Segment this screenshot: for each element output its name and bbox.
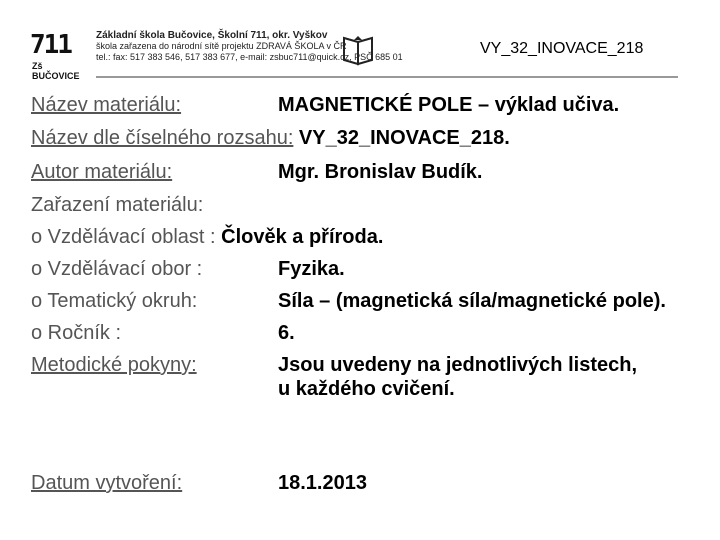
book-icon bbox=[340, 34, 376, 66]
school-logo bbox=[30, 30, 92, 81]
field-row-subject bbox=[31, 258, 345, 281]
field-row-code bbox=[31, 127, 510, 150]
field-row-author bbox=[31, 161, 483, 184]
school-contact: tel.: fax: 517 383 546, 517 383 677, e-mail: zsbuc711@quick.cz, PSČ 685 01 bbox=[96, 52, 403, 62]
field-row-classification bbox=[31, 194, 203, 217]
field-value: Člověk a příroda. bbox=[215, 226, 384, 248]
document-header bbox=[0, 0, 720, 84]
field-label: Metodické pokyny: bbox=[31, 354, 197, 376]
field-label: o Vzdělávací obor : bbox=[31, 258, 203, 280]
field-label: o Tematický okruh: bbox=[31, 290, 198, 312]
field-value: Jsou uvedeny na jednotlivých listech, bbox=[278, 354, 637, 376]
field-label: o Vzdělávací oblast : bbox=[31, 226, 216, 248]
field-row-area bbox=[31, 226, 383, 249]
header-divider bbox=[96, 76, 678, 78]
date-label: Datum vytvoření: bbox=[31, 472, 183, 494]
field-row-title bbox=[31, 94, 620, 117]
date-value: 18.1.2013 bbox=[278, 472, 367, 494]
school-info bbox=[96, 30, 403, 63]
field-row-instructions bbox=[31, 354, 637, 377]
logo-subtext: Zš BUČOVICE bbox=[32, 61, 80, 81]
field-value: 6. bbox=[278, 322, 295, 344]
field-label: o Ročník : bbox=[31, 322, 122, 344]
field-row-date bbox=[31, 472, 367, 495]
field-value: VY_32_INOVACE_218. bbox=[293, 127, 510, 149]
field-row-grade bbox=[31, 322, 295, 345]
logo-mark: 711 bbox=[30, 30, 71, 60]
field-row-topic bbox=[31, 290, 666, 313]
field-value: Mgr. Bronislav Budík. bbox=[278, 161, 483, 183]
school-project: škola zařazena do národní sítě projektu ZDRAVÁ ŠKOLA v ČR bbox=[96, 41, 347, 51]
field-value: Fyzika. bbox=[278, 258, 345, 280]
field-value: u každého cvičení. bbox=[278, 378, 455, 400]
field-label: Zařazení materiálu: bbox=[31, 194, 204, 216]
field-label: Název materiálu: bbox=[31, 94, 182, 116]
school-name: Základní škola Bučovice, Školní 711, okr. Vyškov bbox=[96, 30, 328, 41]
field-value: Síla – (magnetická síla/magnetické pole). bbox=[278, 290, 666, 312]
field-label: Název dle číselného rozsahu: bbox=[31, 127, 294, 149]
field-value: MAGNETICKÉ POLE – výklad učiva. bbox=[278, 94, 620, 116]
field-label: Autor materiálu: bbox=[31, 161, 173, 183]
material-code: VY_32_INOVACE_218 bbox=[480, 40, 644, 57]
